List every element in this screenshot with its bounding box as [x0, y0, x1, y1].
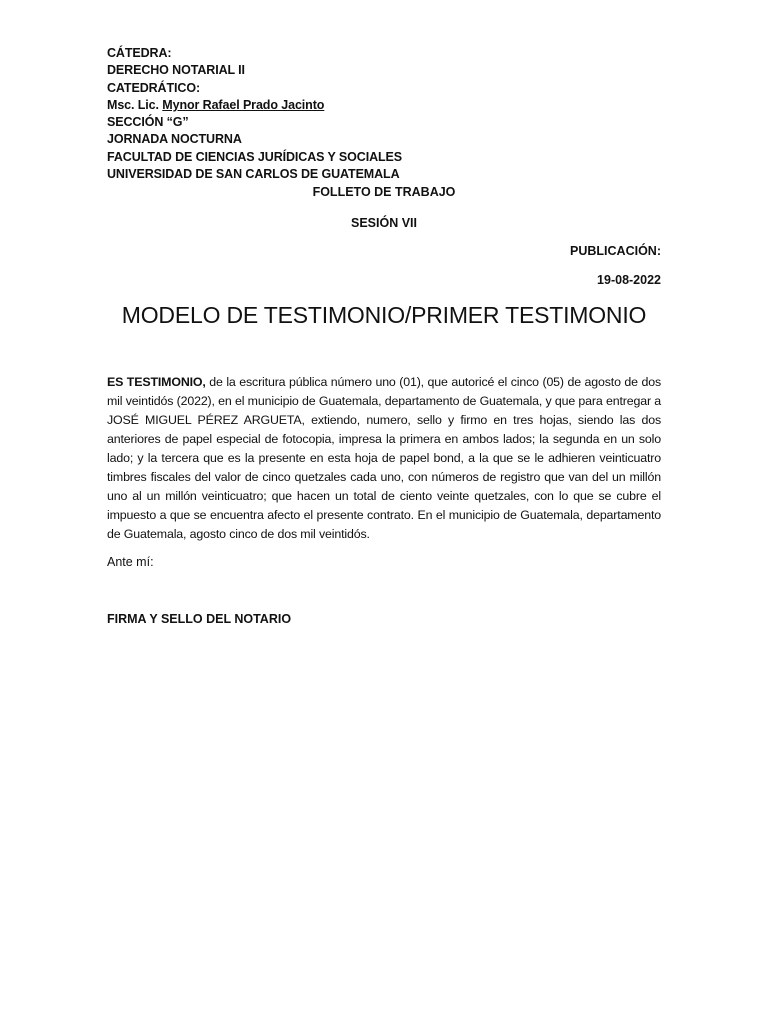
booklet-label: FOLLETO DE TRABAJO	[312, 185, 456, 199]
session-label: SESIÓN VII	[351, 216, 417, 230]
document-header	[107, 45, 667, 183]
testimonio-paragraph	[107, 373, 661, 544]
university-name: UNIVERSIDAD DE SAN CARLOS DE GUATEMALA	[107, 167, 400, 182]
professor-name: Mynor Rafael Prado Jacinto	[162, 97, 325, 112]
document-title: MODELO DE TESTIMONIO/PRIMER TESTIMONIO	[121, 302, 647, 328]
professor-line	[107, 97, 667, 114]
publication-label: PUBLICACIÓN:	[570, 244, 661, 258]
testimonio-text: de la escritura pública número uno (01), que autoricé el cinco (05) de agosto de dos mil veintidós (2022), en el municipio de Guatemala, departamento de Guatemala, y que para entregar a JOSÉ MIGUEL PÉREZ ARGUETA, extiendo, numero, sello y firmo en tres hojas, siendo las dos anteriores de papel especial de fotocopia, impresa la primera en ambos lados; la segunda en un solo lado; y la tercera que es la presente en esta hoja de papel bond, a la que se le adhieren veinticuatro timbres fiscales del valor de cinco quetzales cada uno, con números de registro que van del un millón uno al un millón veinticuatro; que hacen un total de ciento veinte quetzales, con lo que se cubre el impuesto a que se encuentra afecto el presente contrato. En el municipio de Guatemala, departamento de Guatemala, agosto cinco de dos mil veintidós.	[107, 375, 661, 541]
testimonio-lead: ES TESTIMONIO,	[107, 375, 206, 389]
section-label: SECCIÓN “G”	[107, 115, 189, 130]
catedra-label: CÁTEDRA:	[107, 46, 172, 60]
signature-label: FIRMA Y SELLO DEL NOTARIO	[107, 612, 292, 626]
faculty-name: FACULTAD DE CIENCIAS JURÍDICAS Y SOCIALES	[107, 149, 403, 164]
shift-label: JORNADA NOCTURNA	[107, 132, 242, 147]
publication-date: 19-08-2022	[597, 273, 661, 287]
ante-mi-label: Ante mí:	[107, 555, 154, 569]
professor-prefix: Msc. Lic.	[107, 97, 163, 112]
course-name: DERECHO NOTARIAL II	[107, 63, 245, 78]
catedratico-label: CATEDRÁTICO:	[107, 80, 201, 95]
